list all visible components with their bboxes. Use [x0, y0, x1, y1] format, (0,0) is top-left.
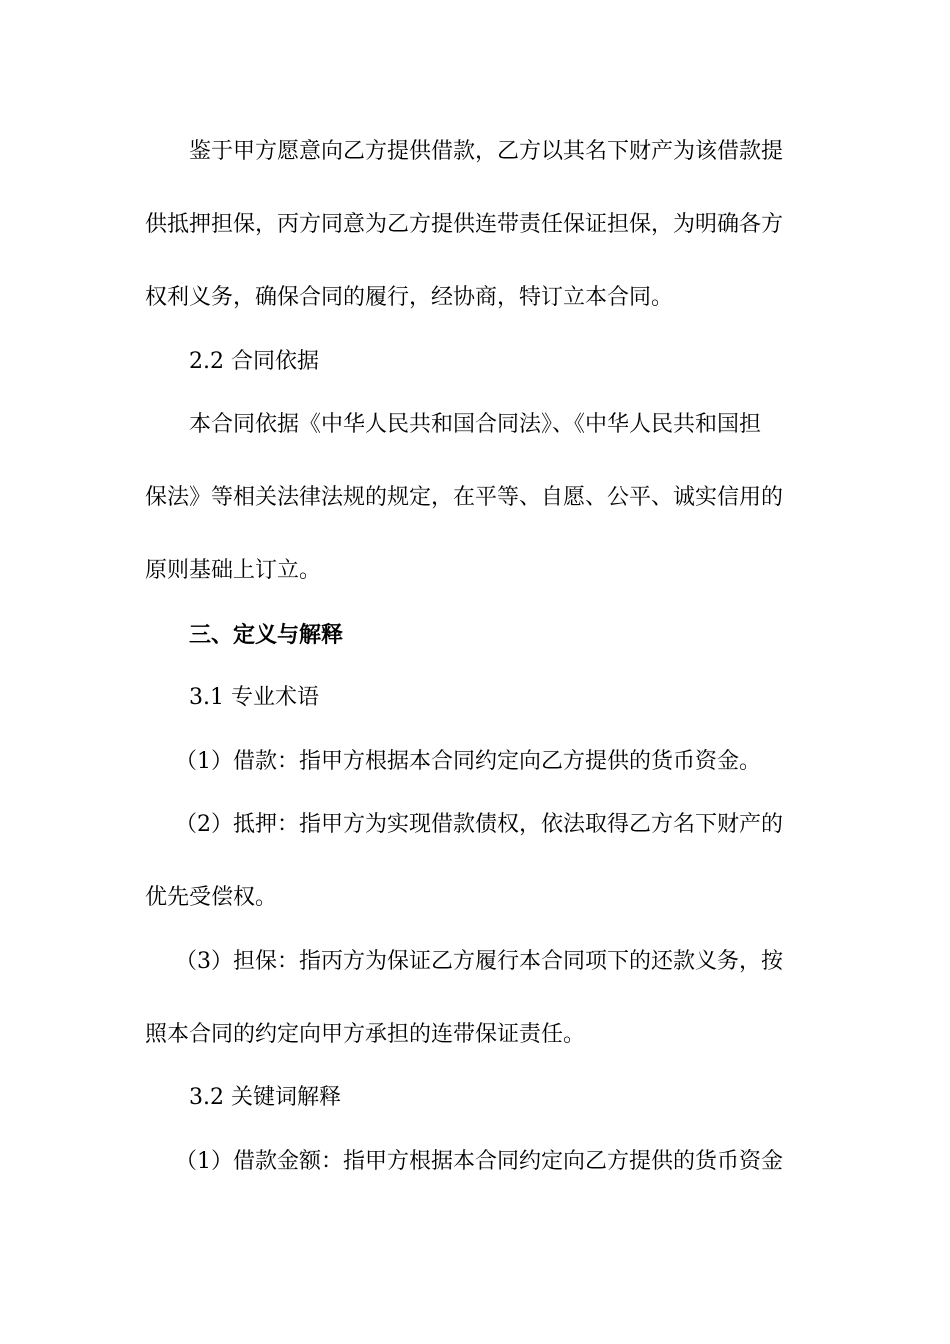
paragraph-basis-line-1: 本合同依据《中华人民共和国合同法》、《中华人民共和国担	[189, 412, 762, 437]
paragraph-basis-line-2: 保法》等相关法律法规的规定，在平等、自愿、公平、诚实信用的	[145, 485, 784, 510]
term-item-1: （1）借款：指甲方根据本合同约定向乙方提供的货币资金。	[175, 749, 761, 774]
paragraph-recitals-line-2: 供抵押担保，丙方同意为乙方提供连带责任保证担保，为明确各方	[145, 212, 784, 237]
paragraph-basis-line-3: 原则基础上订立。	[145, 558, 322, 583]
paragraph-recitals-line-1: 鉴于甲方愿意向乙方提供借款，乙方以其名下财产为该借款提	[189, 139, 784, 164]
term-item-2-line-1: （2）抵押：指甲方为实现借款债权，依法取得乙方名下财产的	[175, 812, 783, 837]
section-heading-2-2: 2.2 合同依据	[189, 349, 319, 374]
chapter-heading-3: 三、定义与解释	[189, 622, 344, 648]
section-heading-3-2: 3.2 关键词解释	[189, 1085, 341, 1110]
paragraph-recitals-line-3: 权利义务，确保合同的履行，经协商，特订立本合同。	[145, 285, 674, 310]
term-item-2-line-2: 优先受偿权。	[145, 885, 278, 910]
term-item-3-line-1: （3）担保：指丙方为保证乙方履行本合同项下的还款义务，按	[175, 949, 783, 974]
term-item-3-line-2: 照本合同的约定向甲方承担的连带保证责任。	[145, 1022, 586, 1047]
section-heading-3-1: 3.1 专业术语	[189, 685, 319, 710]
keyword-item-1: （1）借款金额：指甲方根据本合同约定向乙方提供的货币资金	[175, 1149, 783, 1174]
